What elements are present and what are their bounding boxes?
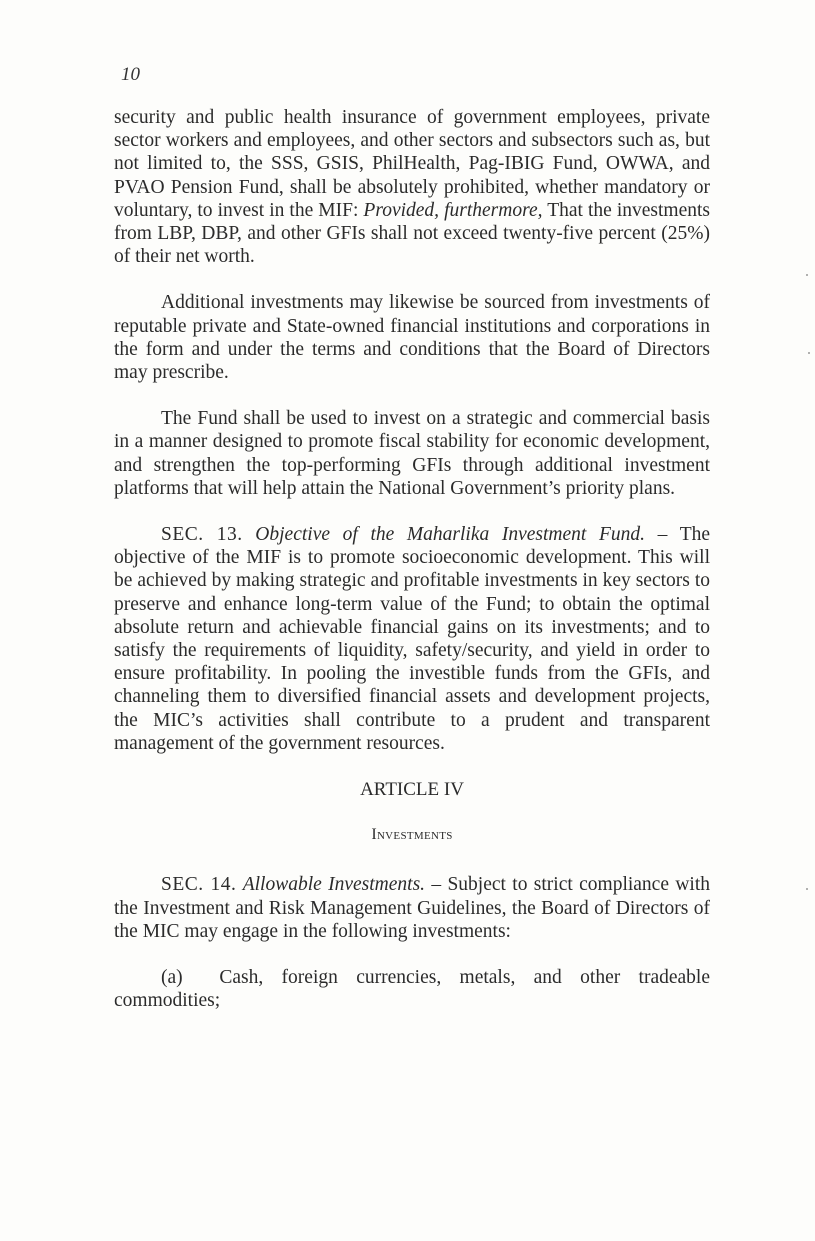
list-item-a-text: Cash, foreign currencies, metals, and other tradeable commodities; (114, 967, 711, 1012)
section-14-number: SEC. 14. (161, 874, 237, 896)
scan-speck (806, 888, 808, 890)
proviso-emphasis: Provided, furthermore, (363, 199, 543, 221)
article-title: Investments (371, 826, 453, 844)
scan-speck (806, 274, 808, 276)
section-13-text: – The objective of the MIF is to promote socioeconomic development. This will be achieved by making strategic and profitable investments in key sectors to preserve and enhance long-term value of the Fund; to obtain the optimal absolute return and achievable financial gains on its investments; and to satisfy the requirements of liquidity, safety/security, and yield in order to ensure profitability. In pooling the investible funds from the GFIs, and channeling them to diversified financial assets and development projects, the MIC’s activities shall contribute to a prudent and transparent management of the government resources. (114, 524, 711, 754)
section-14-text: – Subject to strict compliance with the Investment and Risk Management Guidelines, the Board of Directors of the MIC may engage in the following investments: (114, 874, 710, 942)
section-14 (114, 873, 710, 943)
document-body (114, 106, 710, 1036)
section-13-number: SEC. 13. (161, 524, 243, 546)
paragraph-prohibition (114, 106, 710, 268)
list-item-a (114, 966, 710, 1012)
page-number: 10 (121, 64, 140, 85)
section-13 (114, 523, 710, 755)
list-item-a-label: (a) (161, 967, 183, 989)
section-13-title: Objective of the Maharlika Investment Fund. (255, 524, 646, 546)
scan-speck (808, 352, 810, 354)
paragraph-fund-use: The Fund shall be used to invest on a strategic and commercial basis in a manner designed to promote fiscal stability for economic development, and strengthen the top-performing GFIs through additional investment platforms that will help attain the National Government’s priority plans. (114, 408, 710, 499)
paragraph-prohibition-text-cont: That the investments from LBP, DBP, and other GFIs shall not exceed twenty-five percent (25%) of their net worth. (114, 199, 710, 268)
article-heading: ARTICLE IV (360, 779, 464, 801)
paragraph-additional-investments: Additional investments may likewise be sourced from investments of reputable private and State-owned financial institutions and corporations in the form and under the terms and conditions that the Board of Directors may prescribe. (114, 292, 710, 384)
paragraph-prohibition-text: security and public health insurance of government employees, private sector workers and employees, and other sectors and subsectors such as, but not limited to, the SSS, GSIS, PhilHealth, Pag-IBIG Fund, OWWA, and PVAO Pension Fund, shall be absolutely prohibited, whether mandatory or voluntary, to invest in the MIF: (114, 107, 710, 221)
section-14-title: Allowable Investments. (242, 874, 426, 896)
